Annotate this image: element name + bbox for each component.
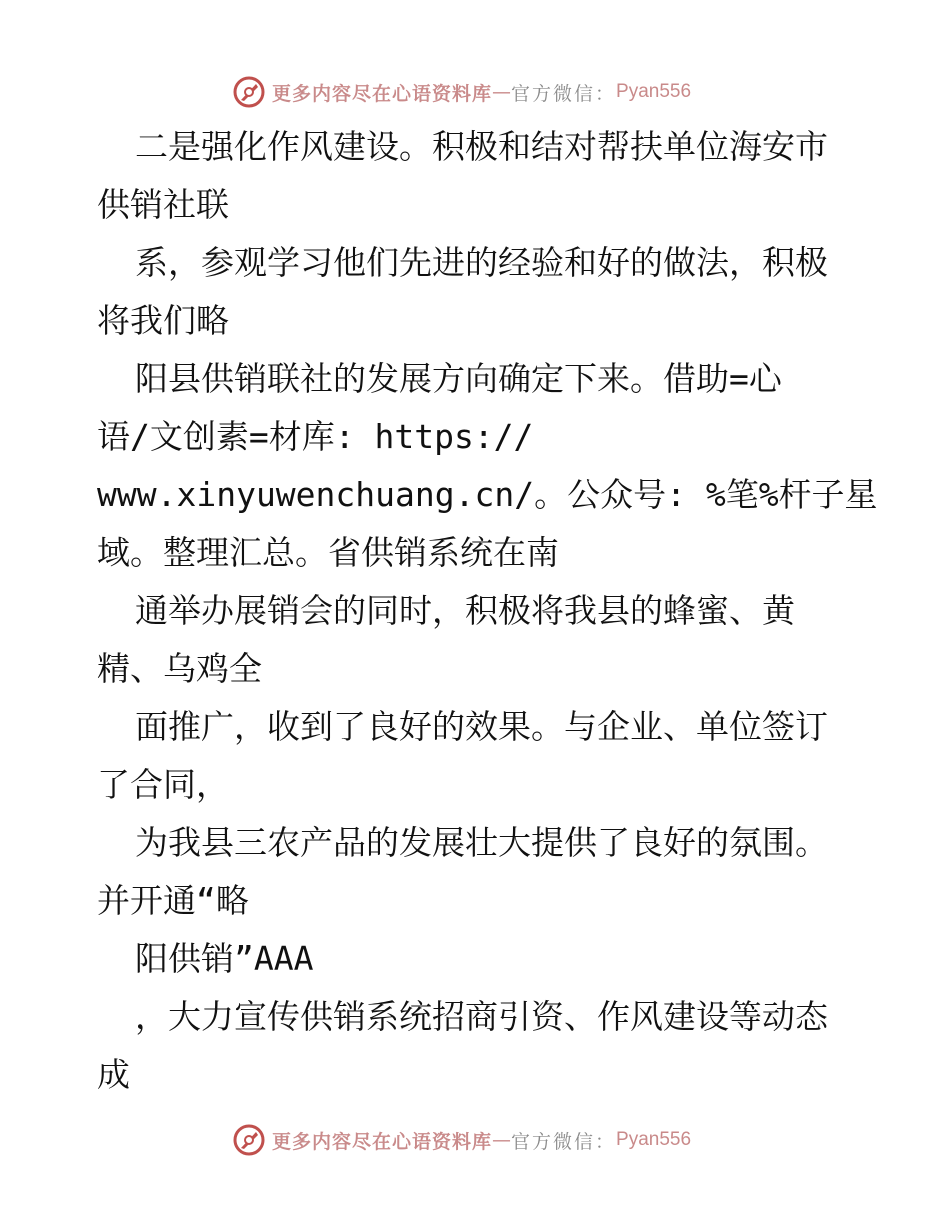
text-line: 将我们略: [97, 301, 229, 340]
text-line: 面推广，收到了良好的效果。与企业、单位签订: [135, 707, 828, 746]
banner-wechat-id: Pyan556: [616, 1129, 692, 1150]
header-banner: [232, 72, 712, 112]
banner-separator: —: [492, 81, 512, 103]
feather-pen-logo-icon: [232, 75, 266, 109]
text-line: 阳县供销联社的发展方向确定下来。借助=心: [135, 359, 782, 398]
text-line: 二是强化作风建设。积极和结对帮扶单位海安市: [135, 127, 828, 166]
text-line: 成: [97, 1055, 130, 1094]
text-line: www.xinyuwenchuang.cn/。公众号: %笔%杆子星: [97, 475, 878, 514]
text-line: 精、乌鸡全: [97, 649, 262, 688]
text-line: 阳供销”AAA: [135, 939, 314, 978]
text-line: 域。整理汇总。省供销系统在南: [97, 533, 559, 572]
text-line: 供销社联: [97, 185, 229, 224]
text-line: 并开通“略: [97, 881, 249, 920]
banner-wechat-id: Pyan556: [616, 81, 692, 102]
text-line: 语/文创素=材库: https://: [97, 417, 534, 456]
banner-label: 官方微信：: [511, 82, 617, 105]
banner-brand: 更多内容尽在心语资料库: [272, 1130, 493, 1153]
footer-banner: [232, 1120, 712, 1160]
body-text: [97, 118, 878, 1104]
feather-pen-logo-icon: [232, 1123, 266, 1157]
text-line: 系，参观学习他们先进的经验和好的做法，积极: [135, 243, 828, 282]
text-line: 为我县三农产品的发展壮大提供了良好的氛围。: [135, 823, 828, 862]
text-line: 通举办展销会的同时，积极将我县的蜂蜜、黄: [135, 591, 795, 630]
text-line: ，大力宣传供销系统招商引资、作风建设等动态: [135, 997, 828, 1036]
banner-label: 官方微信：: [511, 1130, 617, 1153]
banner-separator: —: [492, 1129, 512, 1151]
text-line: 了合同，: [97, 765, 229, 804]
banner-brand: 更多内容尽在心语资料库: [272, 82, 493, 105]
